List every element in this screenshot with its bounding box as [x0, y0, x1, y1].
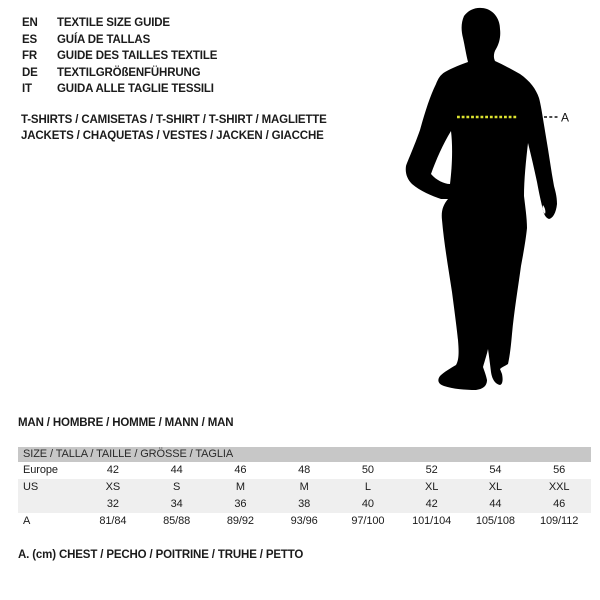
size-cell: 101/104: [412, 515, 452, 527]
measurement-figure: [400, 0, 580, 400]
garment-categories: [21, 112, 327, 145]
size-cell: 89/92: [226, 515, 254, 527]
lang-row-it: [22, 81, 217, 98]
section-title-man: MAN / HOMBRE / HOMME / MANN / MAN: [18, 417, 234, 429]
lang-code: EN: [22, 17, 38, 29]
measure-label-a: A: [561, 110, 570, 125]
size-cell: XL: [488, 481, 502, 493]
size-cell: 38: [298, 498, 311, 510]
size-cell: M: [235, 481, 245, 493]
size-cell: 44: [170, 464, 183, 476]
size-cell: XXL: [548, 481, 570, 493]
size-cell: S: [173, 481, 181, 493]
size-cell: XS: [105, 481, 121, 493]
size-cell: 32: [106, 498, 119, 510]
man-silhouette: [400, 0, 580, 400]
lang-title: GUIDA ALLE TAGLIE TESSILI: [57, 83, 214, 96]
size-cell: 50: [361, 464, 374, 476]
language-title-list: [22, 15, 217, 98]
row-label: Europe: [23, 464, 58, 476]
lang-row-es: [22, 32, 217, 49]
lang-title: TEXTILGRÖßENFÜHRUNG: [57, 66, 201, 79]
lang-code: ES: [22, 33, 38, 46]
size-cell: 46: [234, 464, 247, 476]
lang-title: GUIDE DES TAILLES TEXTILE: [57, 50, 218, 63]
size-cell: 46: [553, 498, 566, 510]
size-cell: 42: [106, 464, 119, 476]
lang-title: TEXTILE SIZE GUIDE: [57, 17, 170, 29]
size-table-header: SIZE / TALLA / TAILLE / GRÖSSE / TAGLIA: [18, 447, 591, 462]
size-cell: 54: [489, 464, 502, 476]
size-cell: 105/108: [475, 515, 515, 527]
size-cell: 48: [298, 464, 311, 476]
lang-code: FR: [22, 50, 38, 63]
size-cell: 81/84: [99, 515, 127, 527]
size-cell: L: [364, 481, 371, 493]
size-table: [18, 447, 591, 530]
row-label: [18, 496, 81, 513]
category-line-tshirts: T-SHIRTS / CAMISETAS / T-SHIRT / T-SHIRT / MAGLIETTE: [21, 114, 327, 126]
row-label: US: [23, 481, 39, 493]
size-cell: 42: [425, 498, 438, 510]
size-cell: 85/88: [163, 515, 191, 527]
size-cell: XL: [424, 481, 439, 493]
lang-row-en: [22, 15, 217, 32]
table-row-chest-a: [18, 513, 591, 530]
size-cell: 93/96: [290, 515, 318, 527]
lang-code: DE: [22, 66, 38, 79]
size-cell: 40: [361, 498, 374, 510]
measurement-footnote: A. (cm) CHEST / PECHO / POITRINE / TRUHE / PETTO: [18, 549, 304, 561]
lang-code: IT: [22, 83, 32, 96]
size-cell: 52: [425, 464, 438, 476]
table-row-uk: [18, 496, 591, 513]
size-cell: 109/112: [540, 515, 579, 527]
size-cell: 97/100: [351, 515, 385, 527]
size-cell: 36: [234, 498, 247, 510]
row-label: A: [23, 515, 31, 527]
lang-row-de: [22, 65, 217, 82]
size-cell: 34: [170, 498, 183, 510]
size-cell: M: [299, 481, 309, 493]
silhouette-path: [406, 8, 557, 390]
size-cell: 44: [489, 498, 502, 510]
table-row-europe: [18, 462, 591, 479]
table-row-us: [18, 479, 591, 496]
lang-title: GUÍA DE TALLAS: [57, 33, 151, 46]
category-line-jackets: JACKETS / CHAQUETAS / VESTES / JACKEN / GIACCHE: [21, 130, 324, 143]
lang-row-fr: [22, 48, 217, 65]
size-cell: 56: [553, 464, 566, 476]
